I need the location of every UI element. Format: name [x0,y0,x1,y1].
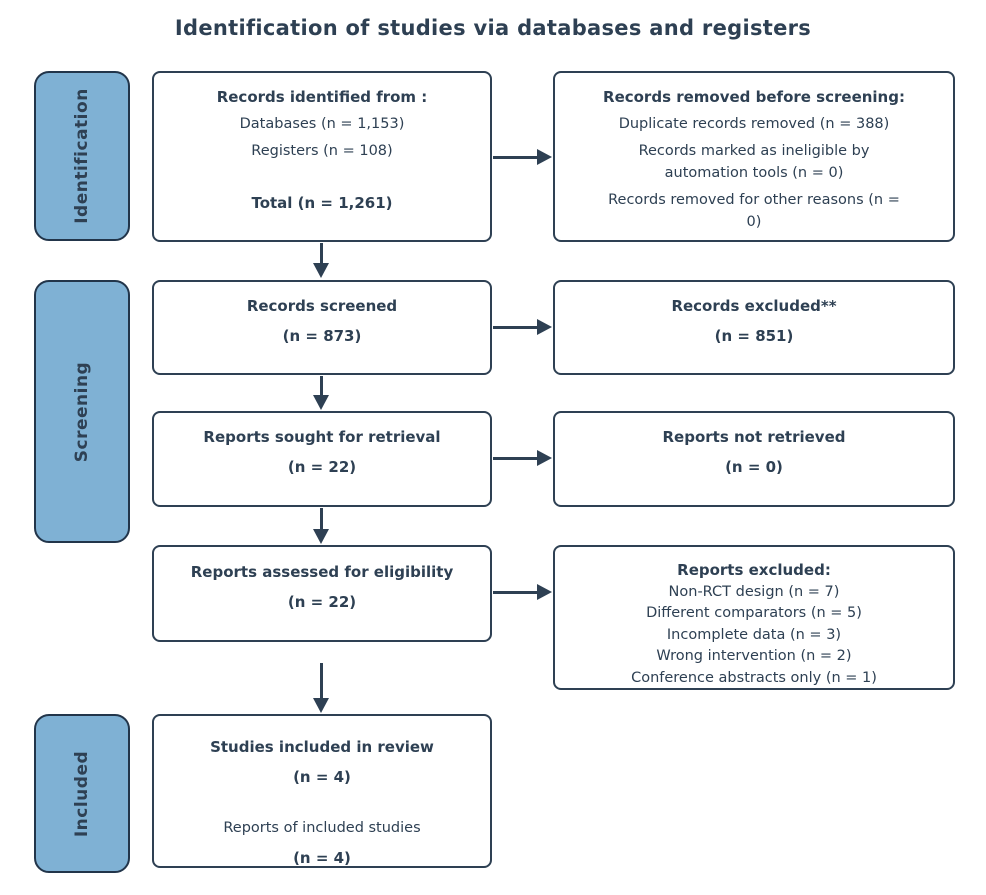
arrow-screened-to-sought [313,376,329,410]
arrow-screened-to-excluded [493,319,552,335]
stage-included-label: Included [72,750,92,837]
stage-included [34,714,130,873]
box-reports-excluded [553,545,955,690]
arrow-shaft [493,156,539,159]
records-screened-header: Records screened [246,296,398,315]
arrow-head-down [313,529,329,544]
arrow-shaft [493,591,539,594]
reports-not-retrieved-count: (n = 0) [725,458,783,476]
reports-sought-count: (n = 22) [287,458,357,476]
records-excluded-count: (n = 851) [714,326,794,345]
arrow-head-down [313,698,329,713]
arrow-head-down [313,263,329,278]
arrow-shaft [493,326,539,329]
arrow-identified-to-screened [313,243,329,278]
stage-identification-label: Identification [72,88,92,224]
box-records-screened [152,280,492,375]
records-excluded-header: Records excluded** [671,296,837,315]
arrow-shaft [493,457,539,460]
reports-not-retrieved-header: Reports not retrieved [662,428,846,446]
records-removed-header: Records removed before screening: [603,88,905,106]
diagram-title: Identification of studies via databases and registers [174,16,812,40]
arrow-shaft [320,243,323,264]
stage-screening [34,280,130,543]
arrow-shaft [320,376,323,396]
reports-sought-header: Reports sought for retrieval [203,428,441,446]
arrow-head-right [537,450,552,466]
stage-identification [34,71,130,241]
reports-excluded-header: Reports excluded: [677,561,831,579]
records-identified-registers: Registers (n = 108) [251,143,393,159]
reports-assessed-count: (n = 22) [287,592,357,611]
arrow-sought-to-not-retrieved [493,450,552,466]
records-removed-duplicates: Duplicate records removed (n = 388) [618,116,890,132]
reports-of-included-count: (n = 4) [293,849,351,867]
studies-included-header: Studies included in review [210,738,434,756]
reports-excluded-comparators: Different comparators (n = 5) [646,605,862,621]
box-reports-assessed [152,545,492,642]
records-identified-header: Records identified from : [216,88,428,106]
arrow-identified-to-removed [493,149,552,165]
records-identified-total: Total (n = 1,261) [251,194,393,212]
arrow-shaft [320,508,323,530]
reports-excluded-non-rct: Non-RCT design (n = 7) [668,583,840,600]
studies-included-count: (n = 4) [293,768,351,786]
arrow-assessed-to-reports-excluded [493,584,552,600]
box-records-identified [152,71,492,242]
arrow-head-right [537,584,552,600]
arrow-shaft [320,663,323,699]
reports-assessed-header: Reports assessed for eligibility [190,562,454,581]
box-records-removed [553,71,955,242]
arrow-head-right [537,319,552,335]
box-records-excluded [553,280,955,375]
records-removed-automation: Records marked as ineligible by automation tools (n = 0) [638,143,870,181]
box-reports-not-retrieved [553,411,955,507]
reports-of-included-studies: Reports of included studies [223,820,421,836]
arrow-head-right [537,149,552,165]
reports-excluded-wrong-intervention: Wrong intervention (n = 2) [656,648,852,664]
reports-excluded-abstracts: Conference abstracts only (n = 1) [631,669,877,686]
records-screened-count: (n = 873) [282,326,362,345]
records-removed-other: Records removed for other reasons (n = 0) [608,192,900,230]
arrow-assessed-to-included [313,663,329,713]
records-identified-databases: Databases (n = 1,153) [239,116,405,132]
stage-screening-label: Screening [72,361,92,462]
arrow-sought-to-assessed [313,508,329,544]
arrow-head-down [313,395,329,410]
box-reports-sought [152,411,492,507]
box-studies-included [152,714,492,868]
reports-excluded-incomplete: Incomplete data (n = 3) [666,626,842,643]
